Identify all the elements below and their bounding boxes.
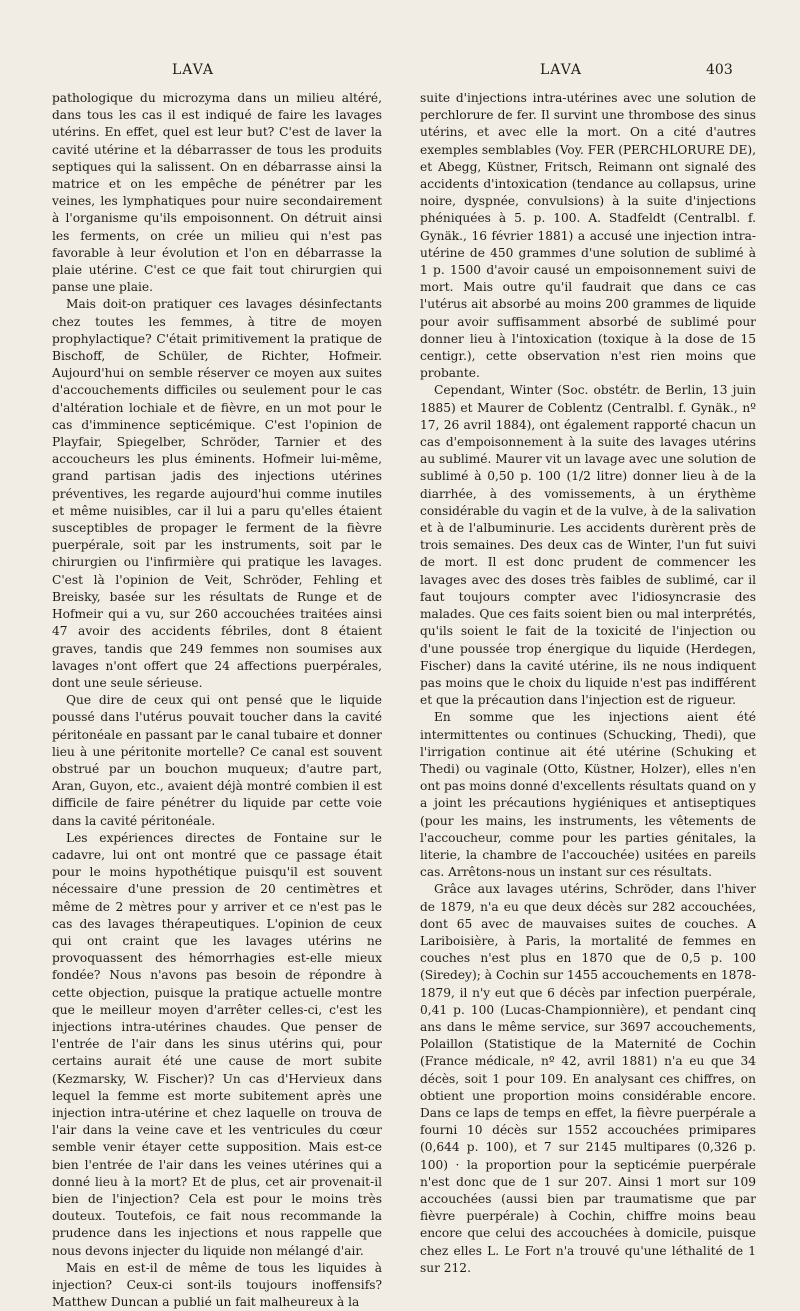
paragraph: pathologique du microzyma dans un milieu altéré, dans tous les cas il est indiqué de faire les lavages utérins. En effet, quel est leur but? C'est de laver la cavité utérine et la débarrasser de tous les produits septiques qui la salissent. On en débarrasse ainsi la matrice et on les empêche de pénétrer par les veines, les lymphatiques pour nuire secondairement à l'organisme qu'ils empoisonnent. On détruit ainsi les ferments, on crée un milieu qui n'est pas favorable à leur évolution et l'on en débarrasse la plaie utérine. C'est ce que fait tout chirurgien qui panse une plaie. [52,91,382,295]
left-column [52,90,382,1310]
paragraph: Que dire de ceux qui ont pensé que le liquide poussé dans l'utérus pouvait toucher dans la cavité péritonéale en passant par le canal tubaire et donner lieu à une péritonite mortelle? Ce canal est souvent obstrué par un bouchon muqueux; d'autre part, Aran, Guyon, etc., avaient déjà montré combien il est difficile de faire pénétrer du liquide par cette voie dans la cavité péritonéale. [52,693,382,828]
paragraph: Les expériences directes de Fontaine sur le cadavre, lui ont ont montré que ce passage était pour le moins hypothétique puisqu'il est souvent nécessaire d'une pression de 20 centimètres et même de 2 mètres pour y arriver et ce n'est pas le cas des lavages thérapeutiques. L'opinion de ceux qui ont craint que les lavages utérins ne provoquassent des hémorrhagies est-elle mieux fondée? Nous n'avons pas besoin de répondre à cette objection, puisque la pratique actuelle montre que le meilleur moyen d'arrêter celles-ci, c'est les injections intra-utérines chaudes. Que penser de l'entrée de l'air dans les sinus utérins qui, pour certains aurait été une cause de mort subite (Kezmarsky, W. Fischer)? Un cas d'Hervieux dans lequel la femme est morte subitement après une injection intra-utérine et chez laquelle on trouva de l'air dans la veine cave et les ventricules du cœur semble venir étayer cette supposition. Mais est-ce bien l'entrée de l'air dans les veines utérines qui a donné lieu à la mort? Et de plus, cet air provenait-il bien de l'injection? Cela est pour le moins très douteux. Toutefois, ce fait nous recommande la prudence dans les injections et nous rappelle que nous devons injecter du liquide non mélangé d'air. [52,830,382,1258]
paragraph: Mais en est-il de même de tous les liquides à injection? Ceux-ci sont-ils toujours inoffensifs? Matthew Duncan a publié un fait malheureux à la [52,1260,382,1310]
running-head-center: LAVA [540,62,582,78]
paragraph: En somme que les injections aient été intermittentes ou continues (Schucking, Thedi), que l'irrigation continue ait été utérine (Schuking et Thedi) ou vaginale (Otto, Küstner, Holzer), elles n'en ont pas moins donné d'excellents résultats quand on y a joint les précautions hygiéniques et antiseptiques (pour les mains, les instruments, les vêtements de l'accoucheur, comme pour les parties génitales, la literie, la chambre de l'accouchée) usitées en pareils cas. Arrêtons-nous un instant sur ces résultats. [420,710,756,880]
paragraph: Grâce aux lavages utérins, Schröder, dans l'hiver de 1879, n'a eu que deux décès sur 282 accouchées, dont 65 avec de mauvaises suites de couches. A Lariboisière, à Paris, la mortalité de femmes en couches n'est plus en 1870 que de 0,5 p. 100 (Siredey); à Cochin sur 1455 accouchements en 1878-1879, il n'y eut que 6 décès par infection puerpérale, 0,41 p. 100 (Lucas-Championnière), et pendant cinq ans dans le même service, sur 3697 accouchements, Polaillon (Statistique de la Maternité de Cochin (France médicale, nº 42, avril 1881) n'a eu que 34 décès, soit 1 pour 109. En analysant ces chiffres, on obtient une proportion moins considérable encore. Dans ce laps de temps en effet, la fièvre puerpérale a fourni 10 décès sur 1552 accouchées primipares (0,644 p. 100), et 7 sur 2145 multipares (0,326 p. 100) · la proportion pour la septicémie puerpérale n'est donc que de 1 sur 207. Ainsi 1 mort sur 109 accouchées (aussi bien par traumatisme que par fièvre puerpérale) à Cochin, chiffre moins beau encore que celui des accouchées à domicile, puisque chez elles L. Le Fort n'a trouvé qu'une léthalité de 1 sur 212. [420,882,756,1275]
running-head-left: LAVA [172,62,214,78]
paragraph: Mais doit-on pratiquer ces lavages désinfectants chez toutes les femmes, à titre de moyen prophylactique? C'était primitivement la pratique de Bischoff, de Schüler, de Richter, Hofmeir. Aujourd'hui on semble réserver ce moyen aux suites d'accouchements difficiles ou seulement pour le cas d'altération lochiale et de fièvre, en un mot pour le cas d'imminence septicémique. C'est l'opinion de Playfair, Spiegelber, Schröder, Tarnier et des accoucheurs les plus éminents. Hofmeir lui-même, grand partisan jadis des injections utérines préventives, les regarde aujourd'hui comme inutiles et même nuisibles, car il lui a paru qu'elles étaient susceptibles de propager le ferment de la fièvre puerpérale, soit par les instruments, soit par le chirurgien ou l'infirmière qui pratique les lavages. C'est là l'opinion de Veit, Schröder, Fehling et Breisky, basée sur les résultats de Runge et de Hofmeir qui a vu, sur 260 accouchées traitées ainsi 47 avoir des accidents fébriles, dont 8 étaient graves, tandis que 249 femmes non soumises aux lavages n'ont offert que 24 affections puerpérales, dont une seule sérieuse. [52,297,382,690]
paragraph: Cependant, Winter (Soc. obstétr. de Berlin, 13 juin 1885) et Maurer de Coblentz (Centralbl. f. Gynäk., nº 17, 26 avril 1884), ont également rapporté chacun un cas d'empoisonnement à la suite des lavages utérins au sublimé. Maurer vit un lavage avec une solution de sublimé à 0,50 p. 100 (1/2 litre) donner lieu à de la diarrhée, à des vomissements, à un érythème considérable du vagin et de la vulve, à de la salivation et à de l'albuminurie. Les accidents durèrent près de trois semaines. Des deux cas de Winter, l'un fut suivi de mort. Il est donc prudent de commencer les lavages avec des doses très faibles de sublimé, car il faut toujours compter avec l'idiosyncrasie des malades. Que ces faits soient bien ou mal interprétés, qu'ils soient le fait de la toxicité de l'injection ou d'une poussée trop énergique du liquide (Herdegen, Fischer) dans la cavité utérine, ils ne nous indiquent pas moins que le choix du liquide n'est pas indifférent et que la précaution dans l'injection est de rigueur. [420,383,756,708]
right-column [420,90,756,1275]
page-number: 403 [706,62,733,78]
paragraph: suite d'injections intra-utérines avec une solution de perchlorure de fer. Il survint une thrombose des sinus utérins, et avec elle la mort. On a cité d'autres exemples semblables (Voy. FER (PERCHLORURE DE), et Abegg, Küstner, Fritsch, Reimann ont signalé des accidents d'intoxication (tendance au collapsus, urine noire, dyspnée, convulsions) à la suite d'injections phéniquées à 5. p. 100. A. Stadfeldt (Centralbl. f. Gynäk., 16 février 1881) a accusé une injection intra-utérine de 450 grammes d'une solution de sublimé à 1 p. 1500 d'avoir causé un empoisonnement suivi de mort. Mais outre qu'il faudrait que dans ce cas l'utérus ait absorbé au moins 200 grammes de liquide pour avoir suffisamment absorbé de sublimé pour donner lieu à l'intoxication (toxique à la dose de 15 centigr.), cette observation n'est rien moins que probante. [420,91,756,381]
